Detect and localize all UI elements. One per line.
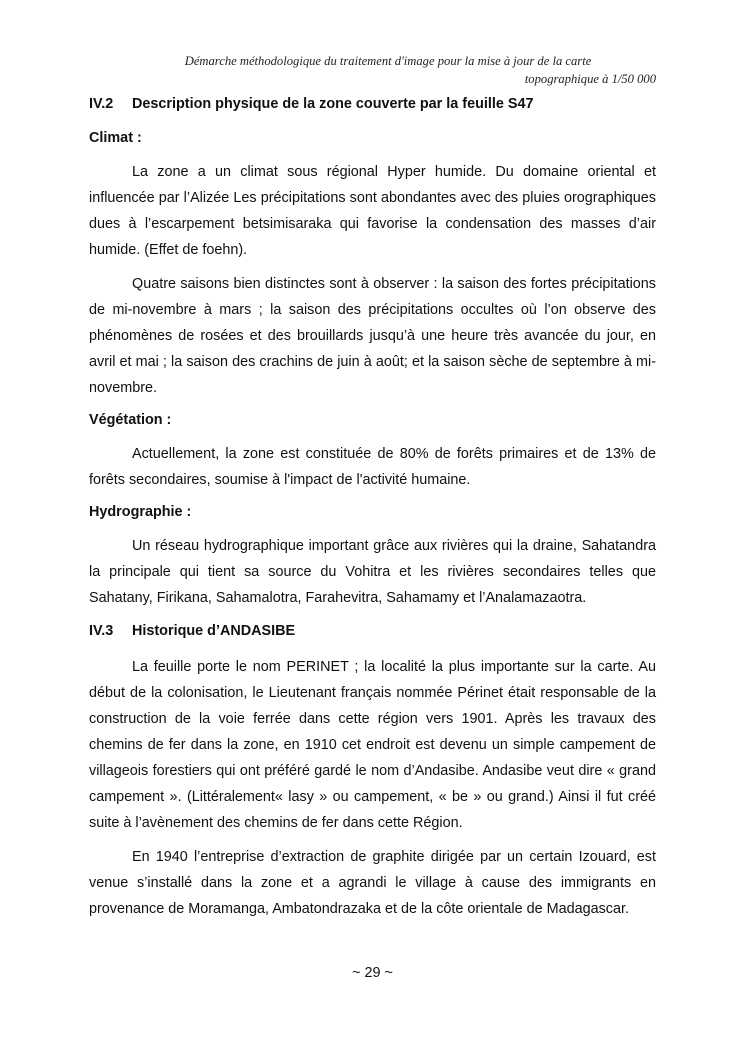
- paragraph-climat-2: Quatre saisons bien distinctes sont à observer : la saison des fortes précipitations de mi-novembre à mars ; la saison des précipitations occultes où l’on observe des phénomènes de rosées et des brouillards jusqu’à une heure très avancée du jour, en avril et mai ; la saison des crachins de juin à août; et la saison sèche de septembre à mi-novembre.: [89, 276, 656, 396]
- paragraph-vegetation: Actuellement, la zone est constituée de 80% de forêts primaires et de 13% de forêts secondaires, soumise à l'impact de l'activité humaine.: [89, 446, 656, 488]
- running-header: [120, 52, 656, 88]
- paragraph-hydrographie: Un réseau hydrographique important grâce aux rivières qui la draine, Sahatandra la principale qui tient sa source du Vohitra et les rivières secondaires telles que Sahatany, Firikana, Sahamalotra, Farahevitra, Sahamamy et l’Analamazaotra.: [89, 538, 656, 606]
- page-content: [89, 92, 656, 930]
- section-title: Historique d’ANDASIBE: [132, 623, 296, 639]
- section-number: IV.2: [89, 96, 114, 112]
- running-header-line1: Démarche méthodologique du traitement d'image pour la mise à jour de la carte: [184, 54, 592, 68]
- section-heading-iv3: [89, 619, 656, 654]
- paragraph-historique-1: La feuille porte le nom PERINET ; la localité la plus importante sur la carte. Au début de la colonisation, le Lieutenant français nommée Périnet était responsable de la construction de la voie ferrée dans cette région vers 1901. Après les travaux des chemins de fer dans la zone, en 1910 cet endroit est devenu un simple campement de villageois forestiers qui ont préféré gardé le nom d’Andasibe. Andasibe veut dire « grand campement ». (Littéralement« lasy » ou campement, « be » ou grand.) Ainsi il fut créé suite à l’avènement des chemins de fer dans cette Région.: [89, 659, 656, 831]
- section-heading-iv2: [89, 92, 656, 127]
- subheading-hydrographie: Hydrographie :: [89, 504, 192, 520]
- paragraph-climat-1: La zone a un climat sous régional Hyper humide. Du domaine oriental et influencée par l’Alizée Les précipitations sont abondantes avec des pluies orographiques dues à l’escarpement betsimisaraka qui favorise la condensation des masses d’air humide. (Effet de foehn).: [89, 164, 656, 258]
- running-header-line2: topographique à 1/50 000: [524, 72, 656, 86]
- page-number: ~ 29 ~: [352, 965, 393, 981]
- paragraph-historique-2: En 1940 l’entreprise d’extraction de graphite dirigée par un certain Izouard, est venue s’installé dans la zone et a agrandi le village à cause des immigrants en provenance de Moramanga, Ambatondrazaka et de la côte orientale de Madagascar.: [89, 849, 656, 917]
- section-title: Description physique de la zone couverte par la feuille S47: [132, 96, 534, 112]
- subheading-climat: Climat :: [89, 130, 142, 146]
- section-number: IV.3: [89, 623, 114, 639]
- subheading-vegetation: Végétation :: [89, 412, 172, 428]
